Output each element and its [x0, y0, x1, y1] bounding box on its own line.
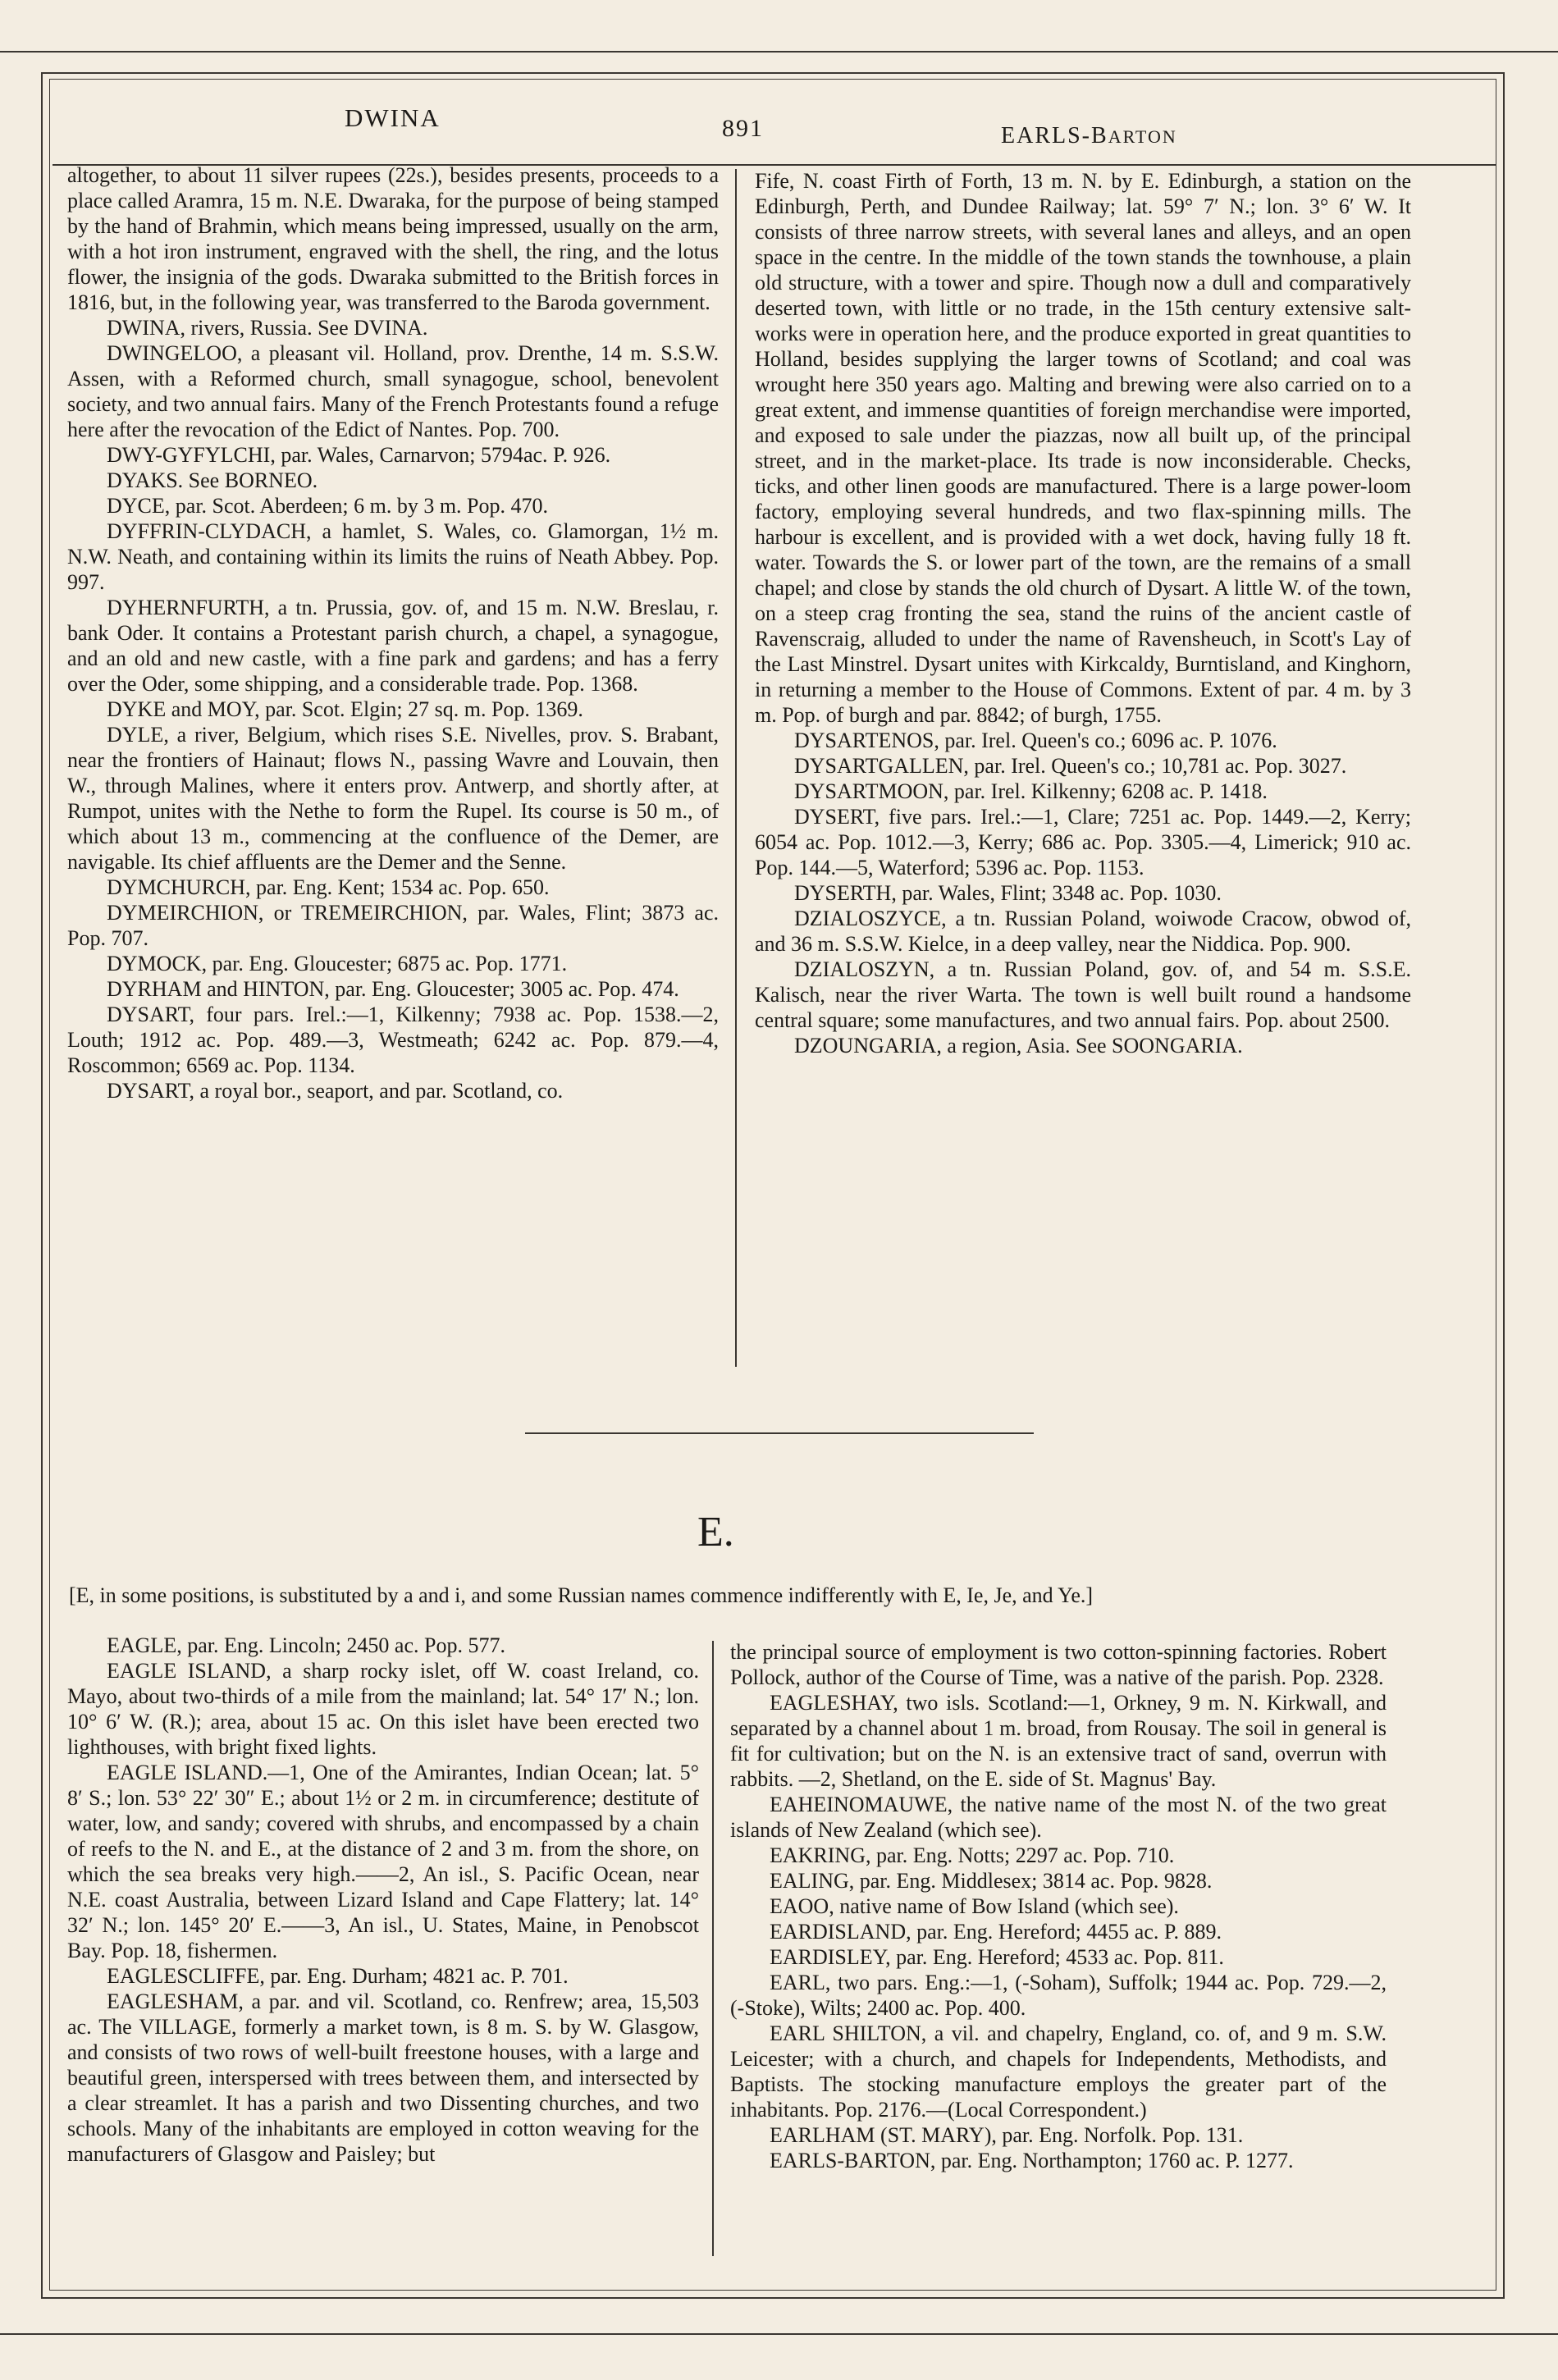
- entry-text: DYMOCK, par. Eng. Gloucester; 6875 ac. Pop. 1771.: [107, 952, 568, 975]
- entry-text: DZOUNGARIA, a region, Asia. See SOONGARIA.: [794, 1034, 1243, 1058]
- entry-text: DYSARTGALLEN, par. Irel. Queen's co.; 10,781 ac. Pop. 3027.: [794, 754, 1347, 778]
- entry-text: DYCE, par. Scot. Aberdeen; 6 m. by 3 m. Pop. 470.: [107, 494, 549, 518]
- entry-text: EARLS-BARTON, par. Eng. Northampton; 1760 ac. P. 1277.: [770, 2149, 1294, 2172]
- entry-text: EAGLESCLIFFE, par. Eng. Durham; 4821 ac. P. 701.: [107, 1964, 569, 1988]
- entry-text: EAKRING, par. Eng. Notts; 2297 ac. Pop. 710.: [770, 1843, 1175, 1867]
- entry-text: EARLHAM (ST. MARY), par. Eng. Norfolk. Pop. 131.: [770, 2123, 1244, 2147]
- entry-text: DWINGELOO, a pleasant vil. Holland, prov. Drenthe, 14 m. S.S.W. Assen, with a Reformed church, small synagogue, school, benevolent society, and two annual fairs. Many of the French Protestants found a refuge here after the revocation of the Edict of Nantes. Pop. 700.: [67, 341, 719, 441]
- column-divider-top: [735, 169, 737, 1367]
- entry-text: EAHEINOMAUWE, the native name of the most N. of the two great islands of New Zealand (which see).: [730, 1793, 1387, 1842]
- entry-text: EAGLE, par. Eng. Lincoln; 2450 ac. Pop. 577.: [107, 1633, 505, 1657]
- running-head-right-main: EARLS-B: [1001, 123, 1108, 148]
- entry-text: DYFFRIN-CLYDACH, a hamlet, S. Wales, co. Glamorgan, 1½ m. N.W. Neath, and containing within its limits the ruins of Neath Abbey. Pop. 997.: [67, 519, 719, 594]
- entry-text: altogether, to about 11 silver rupees (22s.), besides presents, proceeds to a place called Aramra, 15 m. N.E. Dwaraka, for the purpose of being stamped by the hand of Brahmin, which means being impressed, usually on the arm, with a hot iron instrument, engraved with the shell, the ring, and the lotus flower, the insignia of the gods. Dwaraka submitted to the British forces in 1816, but, in the following year, was transferred to the Baroda government.: [67, 163, 719, 314]
- column-divider-bottom: [712, 1641, 714, 2256]
- entry-text: EARDISLAND, par. Eng. Hereford; 4455 ac. P. 889.: [770, 1920, 1222, 1944]
- entry-text: DYSERTH, par. Wales, Flint; 3348 ac. Pop. 1030.: [794, 881, 1222, 905]
- section-note: [E, in some positions, is substituted by a and i, and some Russian names commence indifferently with E, Ie, Je, and Ye.]: [69, 1583, 1094, 1607]
- entry-text: EARL SHILTON, a vil. and chapelry, England, co. of, and 9 m. S.W. Leicester; with a church, and chapels for Independents, Methodists, and Baptists. The stocking manufacture employs the greater part of the inhabitants. Pop. 2176.—(Local Correspondent.): [730, 2021, 1387, 2122]
- entry-text: EAGLESHAY, two isls. Scotland:—1, Orkney, 9 m. N. Kirkwall, and separated by a channel about 1 m. broad, from Rousay. The soil in general is fit for cultivation; but on the N. is an extensive tract of sand, overrun with rabbits. —2, Shetland, on the E. side of St. Magnus' Bay.: [730, 1691, 1387, 1791]
- entry-text: DYSARTMOON, par. Irel. Kilkenny; 6208 ac. P. 1418.: [794, 779, 1268, 803]
- entry-text: EAGLE ISLAND, a sharp rocky islet, off W. coast Ireland, co. Mayo, about two-thirds of a mile from the mainland; lat. 54° 17′ N.; lon. 10° 6′ W. (R.); area, about 15 ac. On this islet have been erected two lighthouses, with bright fixed lights.: [67, 1659, 699, 1759]
- entry-text: DYRHAM and HINTON, par. Eng. Gloucester; 3005 ac. Pop. 474.: [107, 977, 679, 1001]
- page-number: 891: [722, 115, 764, 142]
- entry-text: DYMEIRCHION, or TREMEIRCHION, par. Wales, Flint; 3873 ac. Pop. 707.: [67, 901, 719, 950]
- column-bottom-left: [67, 1633, 699, 2167]
- entry-text: DYKE and MOY, par. Scot. Elgin; 27 sq. m. Pop. 1369.: [107, 697, 583, 721]
- entry-text: Fife, N. coast Firth of Forth, 13 m. N. by E. Edinburgh, a station on the Edinburgh, Perth, and Dundee Railway; lat. 59° 7′ N.; lon. 3° 6′ W. It consists of three narrow streets, with several lanes and alleys, and an open space in the centre. In the middle of the town stands the townhouse, a plain old structure, with a tower and spire. Though now a dull and comparatively deserted town, with little or no trade, in the 15th century extensive salt-works were in operation here, and the produce exported in great quantities to Holland, besides supplying the larger towns of Scotland; and coal was wrought here 350 years ago. Malting and brewing were also carried on to a great extent, and immense quantities of foreign merchandise were imported, and exposed to sale under the piazzas, now all built up, of the principal street, and in the market-place. Its trade is now inconsiderable. Checks, ticks, and other linen goods are manufactured. There is a large power-loom factory, employing several hundreds, and two flax-spinning mills. The harbour is excellent, and is provided with a wet dock, having fully 18 ft. water. Towards the S. or lower part of the town, are the remains of a small chapel; and close by stands the old church of Dysart. A little W. of the town, on a steep crag fronting the sea, stand the ruins of the ancient castle of Ravenscraig, alluded to under the name of Ravensheuch, in Scott's Lay of the Last Minstrel. Dysart unites with Kirkcaldy, Burntisland, and Kinghorn, in returning a member to the House of Commons. Extent of par. 4 m. by 3 m. Pop. of burgh and par. 8842; of burgh, 1755.: [755, 169, 1411, 727]
- entry-text: DYSART, a royal bor., seaport, and par. Scotland, co.: [107, 1079, 564, 1103]
- section-letter: E.: [697, 1509, 734, 1555]
- column-top-left: [67, 162, 719, 1103]
- entry-text: DYAKS. See BORNEO.: [107, 468, 318, 492]
- entry-text: DYSART, four pars. Irel.:—1, Kilkenny; 7938 ac. Pop. 1538.—2, Louth; 1912 ac. Pop. 489.—3, Westmeath; 6242 ac. Pop. 879.—4, Roscommon; 6569 ac. Pop. 1134.: [67, 1003, 719, 1077]
- entry-text: DYHERNFURTH, a tn. Prussia, gov. of, and 15 m. N.W. Breslau, r. bank Oder. It contains a Protestant parish church, a chapel, a synagogue, and an old and new castle, with a fine park and gardens; and has a ferry over the Oder, some shipping, and a considerable trade. Pop. 1368.: [67, 596, 719, 696]
- column-top-right: [755, 168, 1411, 1058]
- entry-text: EAGLESHAM, a par. and vil. Scotland, co. Renfrew; area, 15,503 ac. The VILLAGE, formerly a market town, is 8 m. S. by W. Glasgow, and consists of two rows of well-built freestone houses, with a large and beautiful green, interspersed with trees between them, and intersected by a clear streamlet. It has a parish and two Dissenting churches, and two schools. Many of the inhabitants are employed in cotton weaving for the manufacturers of Glasgow and Paisley; but: [67, 1989, 699, 2166]
- entry-text: EAGLE ISLAND.—1, One of the Amirantes, Indian Ocean; lat. 5° 8′ S.; lon. 53° 22′ 30″ E.; about 1½ or 2 m. in circumference; destitute of water, low, and sandy; covered with shrubs, and encompassed by a chain of reefs to the N. and E., at the distance of 2 and 3 m. from the shore, on which the sea breaks very high.——2, An isl., S. Pacific Ocean, near N.E. coast Australia, between Lizard Island and Cape Flattery; lat. 14° 32′ N.; lon. 145° 20′ E.——3, An isl., U. States, Maine, in Penobscot Bay. Pop. 18, fishermen.: [67, 1761, 699, 1962]
- column-bottom-right: [730, 1639, 1387, 2173]
- entry-text: DZIALOSZYN, a tn. Russian Poland, gov. of, and 54 m. S.S.E. Kalisch, near the river Warta. The town is well built round a handsome central square; some manufactures, and two annual fairs. Pop. about 2500.: [755, 957, 1411, 1032]
- entry-text: DZIALOSZYCE, a tn. Russian Poland, woiwode Cracow, obwod of, and 36 m. S.S.W. Kielce, in a deep valley, near the Niddica. Pop. 900.: [755, 907, 1411, 956]
- entry-text: the principal source of employment is two cotton-spinning factories. Robert Pollock, author of the Course of Time, was a native of the parish. Pop. 2328.: [730, 1640, 1387, 1689]
- entry-text: EARL, two pars. Eng.:—1, (-Soham), Suffolk; 1944 ac. Pop. 729.—2, (-Stoke), Wilts; 2400 ac. Pop. 400.: [730, 1971, 1387, 2020]
- entry-text: DYMCHURCH, par. Eng. Kent; 1534 ac. Pop. 650.: [107, 875, 550, 899]
- entry-text: EAOO, native name of Bow Island (which see).: [770, 1894, 1179, 1918]
- entry-text: DYSERT, five pars. Irel.:—1, Clare; 7251 ac. Pop. 1449.—2, Kerry; 6054 ac. Pop. 1012.—3, Kerry; 686 ac. Pop. 3305.—4, Limerick; 910 ac. Pop. 144.—5, Waterford; 5396 ac. Pop. 1153.: [755, 805, 1411, 879]
- entry-text: EALING, par. Eng. Middlesex; 3814 ac. Pop. 9828.: [770, 1869, 1213, 1893]
- entry-text: DYLE, a river, Belgium, which rises S.E. Nivelles, prov. S. Brabant, near the frontiers of Hainaut; flows N., passing Wavre and Louvain, then W., through Malines, where it enters prov. Antwerp, and shortly after, at Rumpot, unites with the Nethe to form the Rupel. Its course is 50 m., of which about 13 m., commencing at the confluence of the Demer, are navigable. Its chief affluents are the Demer and the Senne.: [67, 723, 719, 874]
- section-rule: [525, 1432, 1034, 1434]
- entry-text: DWINA, rivers, Russia. See DVINA.: [107, 316, 428, 340]
- running-head-right-small: ARTON: [1108, 126, 1177, 147]
- entry-text: DYSARTENOS, par. Irel. Queen's co.; 6096 ac. P. 1076.: [794, 729, 1277, 752]
- running-head-right: [1001, 123, 1177, 149]
- entry-text: EARDISLEY, par. Eng. Hereford; 4533 ac. Pop. 811.: [770, 1945, 1224, 1969]
- running-head-left: DWINA: [345, 103, 441, 132]
- entry-text: DWY-GYFYLCHI, par. Wales, Carnarvon; 5794ac. P. 926.: [107, 443, 611, 467]
